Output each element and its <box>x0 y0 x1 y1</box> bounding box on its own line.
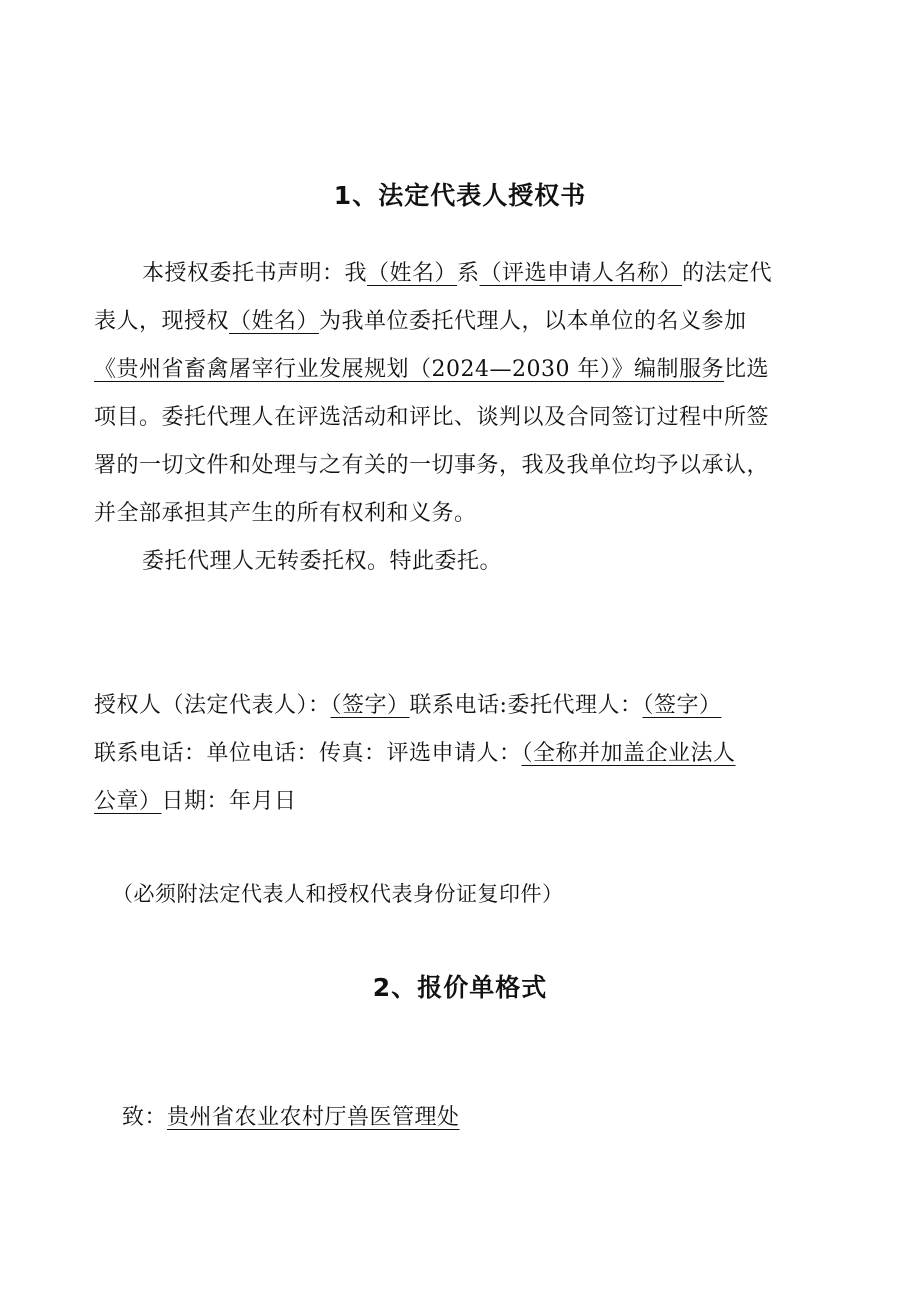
recipient-line <box>122 1100 460 1131</box>
text: 为我单位委托代理人，以本单位的名义参加 <box>319 309 747 334</box>
text: 的法定代 <box>682 261 773 286</box>
sign-line-2 <box>94 736 736 767</box>
para-line-5: 署的一切文件和处理与之有关的一切事务，我及我单位均予以承认， <box>94 453 770 478</box>
date-label: 日期：年月日 <box>161 789 297 814</box>
para-line-6: 并全部承担其产生的所有权利和义务。 <box>94 501 477 526</box>
section2-title: 2、报价单格式 <box>372 973 548 1002</box>
para-line-4: 项目。委托代理人在评选活动和评比、谈判以及合同签订过程中所签 <box>94 405 770 430</box>
text: 联系电话：单位电话：传真：评选申请人： <box>94 741 522 766</box>
project-name: 《贵州省畜禽屠宰行业发展规划（2024—2030 年）》编制服务 <box>94 357 724 382</box>
text: 系 <box>457 261 480 286</box>
to-label: 致： <box>122 1105 168 1130</box>
signature-blank: （签字） <box>642 693 722 718</box>
no-subdelegation-paragraph: 委托代理人无转委托权。特此委托。 <box>142 549 503 574</box>
para-line-3 <box>94 352 769 383</box>
text: 比选 <box>723 357 769 382</box>
recipient-name: 贵州省农业农村厅兽医管理处 <box>167 1105 460 1130</box>
sign-line-3 <box>94 784 297 815</box>
text: 授权人（法定代表人）： <box>94 693 331 718</box>
signature-blank: （签字） <box>330 693 410 718</box>
para-line-2 <box>94 304 747 335</box>
seal-blank: 公章） <box>94 789 162 814</box>
name-blank: （姓名） <box>367 261 458 286</box>
attachment-note: （必须附法定代表人和授权代表身份证复印件） <box>112 882 564 906</box>
name-blank: （姓名） <box>229 309 320 334</box>
applicant-name-blank: （评选申请人名称） <box>479 261 683 286</box>
seal-blank: （全称并加盖企业法人 <box>521 741 736 766</box>
para-line-1 <box>142 256 772 287</box>
text: 表人，现授权 <box>94 309 230 334</box>
sign-line-1 <box>94 688 721 719</box>
text: 本授权委托书声明：我 <box>142 261 368 286</box>
section1-title: 1、法定代表人授权书 <box>333 181 587 210</box>
text: 联系电话:委托代理人： <box>409 693 643 718</box>
